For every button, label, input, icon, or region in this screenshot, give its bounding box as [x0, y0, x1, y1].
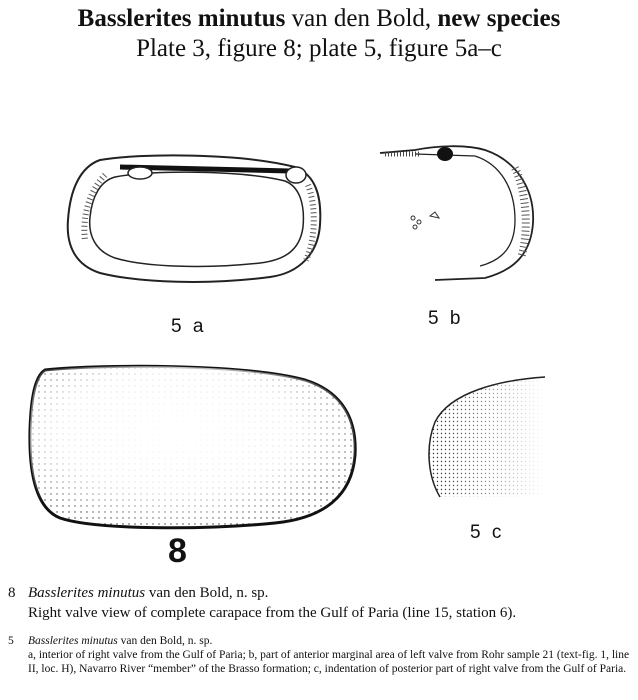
caption-figure-8 [8, 583, 633, 623]
species-name: Basslerites minutus [77, 5, 286, 32]
species-title [0, 4, 638, 34]
caption-5-text: a, interior of right valve from the Gulf of Paria; b, part of anterior marginal area of left valve from Rohr sample 21 (text-fig. 1, line II, loc. H), Navarro River “member” of the Brasso formation; c, indentation of posterior part of right valve from the Gulf of Paria. [28, 649, 630, 675]
figure-8-label: 8 [168, 532, 187, 570]
figure-8-drawing [25, 360, 365, 535]
page-header [0, 4, 638, 64]
figure-5b-drawing [375, 138, 550, 288]
species-authority: van den Bold, [285, 5, 438, 32]
caption-5-authority: van den Bold, n. sp. [117, 635, 213, 647]
plate-reference: Plate 3, figure 8; plate 5, figure 5a–c [136, 35, 502, 62]
caption-figure-5 [8, 634, 633, 676]
caption-5-number: 5 [8, 635, 14, 647]
caption-8-authority: van den Bold, n. sp. [145, 585, 269, 601]
figure-5a-drawing [60, 145, 330, 295]
figure-5b-label: 5 b [428, 308, 464, 329]
figure-5a-label: 5 a [171, 316, 207, 337]
figure-5c-drawing [420, 372, 550, 502]
species-status: new species [437, 5, 561, 32]
figure-5c-label: 5 c [470, 522, 505, 543]
caption-8-number: 8 [8, 585, 16, 601]
caption-8-species: Basslerites minutus [28, 585, 146, 601]
caption-5-species: Basslerites minutus [28, 635, 118, 647]
caption-8-text: Right valve view of complete carapace from the Gulf of Paria (line 15, station 6). [28, 605, 517, 621]
